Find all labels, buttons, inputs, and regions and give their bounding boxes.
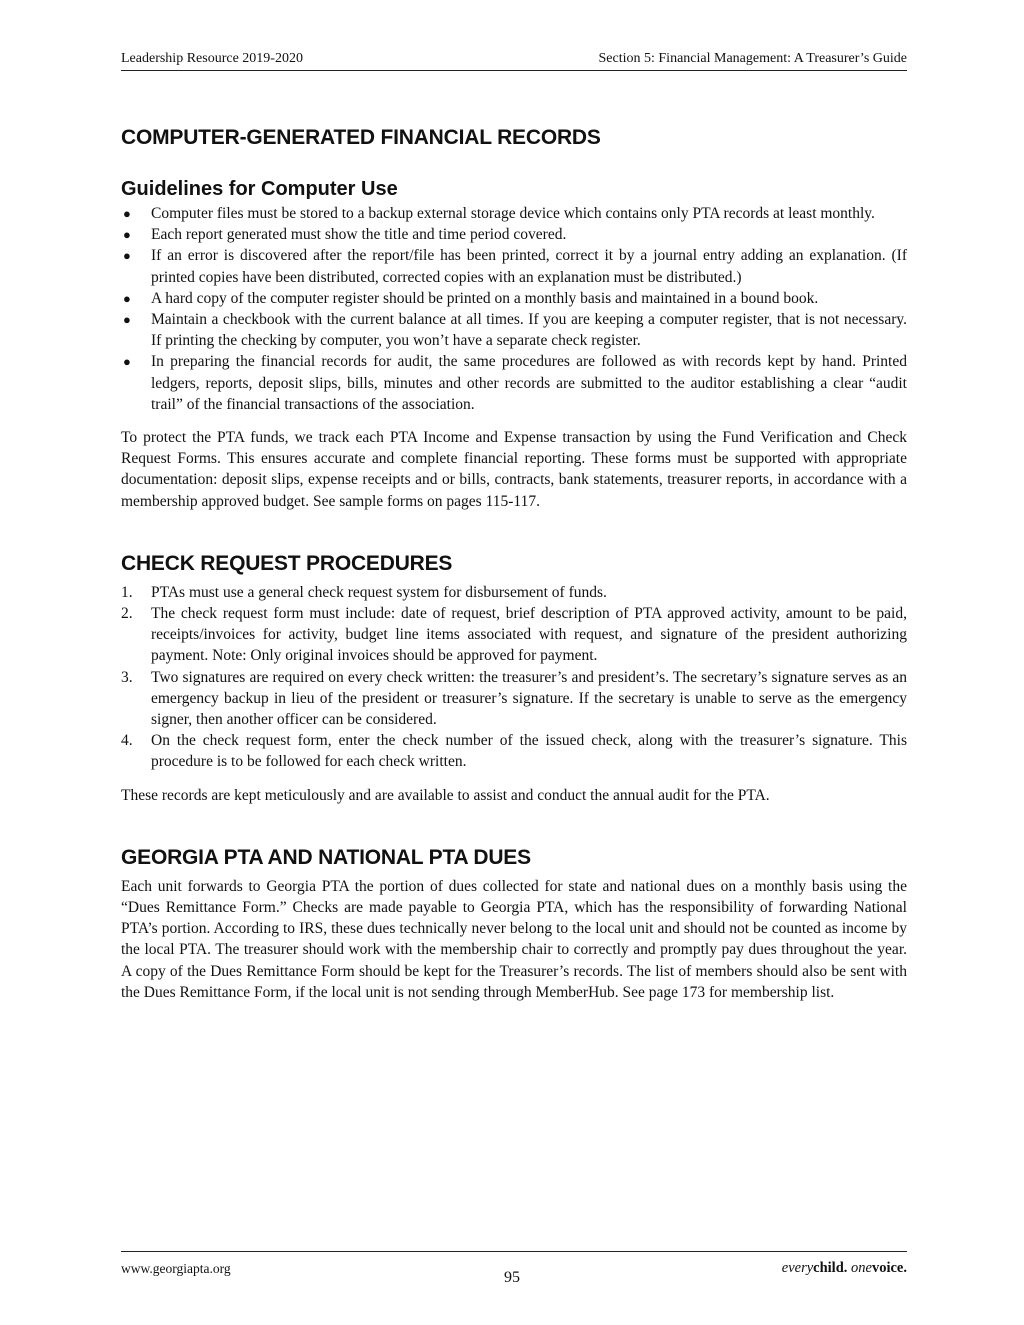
bullet-icon: ● [123, 227, 131, 243]
list-item: ● Maintain a checkbook with the current balance at all times. If you are keeping a computer register, that is not necessary. If printing the checking by computer, you won’t have a separate check register. [123, 311, 907, 350]
records-paragraph: These records are kept meticulously and are available to assist and conduct the annual audit for the PTA. [121, 786, 770, 804]
section-title-check-request: CHECK REQUEST PROCEDURES [121, 551, 453, 575]
section-title-dues: GEORGIA PTA AND NATIONAL PTA DUES [121, 845, 531, 869]
bullet-icon: ● [123, 354, 131, 370]
header-section-title: Section 5: Financial Management: A Treasurer’s Guide [598, 51, 907, 66]
bullet-icon: ● [123, 248, 131, 264]
bullet-icon: ● [123, 206, 131, 221]
page-number: 95 [504, 1269, 520, 1286]
dues-paragraph: Each unit forwards to Georgia PTA the portion of dues collected for state and national dues on a monthly basis using the “Dues Remittance Form.” Checks are made payable to Georgia PTA, which has the responsibility of forwarding National PTA’s portion. According to IRS, these dues technically never belong to the local unit and should not be counted as income by the local PTA. The treasurer should work with the membership chair to correctly and promptly pay dues throughout the year. A copy of the Dues Remittance Form should be kept for the Treasurer’s records. The list of members should also be sent with the Dues Remittance Form, if the local unit is not sending through MemberHub. See page 173 for membership list. [121, 877, 907, 1001]
bullet-icon: ● [123, 290, 131, 306]
list-item: ● If an error is discovered after the report/file has been printed, correct it by a journal entry adding an explanation. (If printed copies have been distributed, corrected copies with an explanation must be distributed.) [123, 247, 907, 286]
list-item: ● Computer files must be stored to a backup external storage device which contains only PTA records at least monthly. [121, 203, 907, 224]
page-content [121, 126, 907, 1003]
section-title-computer-records: COMPUTER-GENERATED FINANCIAL RECORDS [121, 126, 601, 149]
check-request-steps [121, 582, 907, 773]
footer-tagline: everychild. onevoice. [781, 1260, 907, 1276]
guidelines-list [121, 203, 907, 415]
list-item: 3. Two signatures are required on every check written: the treasurer’s and president’s. The secretary’s signature serves as an emergency backup in lieu of the president or treasurer’s signature. If the secretary is unable to serve as the emergency signer, then another officer can be considered. [121, 668, 907, 729]
list-item: ● Each report generated must show the title and time period covered. [121, 224, 907, 245]
list-item: ● A hard copy of the computer register should be printed on a monthly basis and maintained in a bound book. [121, 288, 907, 309]
fund-protection-paragraph: To protect the PTA funds, we track each PTA Income and Expense transaction by using the Fund Verification and Check Request Forms. This ensures accurate and complete financial reporting. These forms must be supported with appropriate documentation: deposit slips, expense receipts and or bills, contracts, bank statements, treasurer reports, in accordance with a membership approved budget. See sample forms on pages 115-117. [121, 429, 907, 510]
footer-website: www.georgiapta.org [121, 1261, 231, 1276]
list-item: 1. PTAs must use a general check request system for disbursement of funds. [121, 583, 607, 601]
list-item: 2. The check request form must include: date of request, brief description of PTA approved activity, amount to be paid, receipts/invoices for activity, budget line items associated with request, and signature of the president authorizing payment. Note: Only original invoices should be approved for payment. [121, 605, 907, 665]
bullet-icon: ● [123, 312, 131, 328]
list-item: ● In preparing the financial records for audit, the same procedures are followed as with records kept by hand. Printed ledgers, reports, deposit slips, bills, minutes and other records are submitted to the auditor establishing a clear “audit trail” of the financial transactions of the association. [123, 353, 907, 413]
footer-divider [121, 1251, 907, 1252]
page-header [121, 50, 907, 71]
header-resource-title: Leadership Resource 2019-2020 [121, 51, 303, 66]
subtitle-guidelines: Guidelines for Computer Use [121, 178, 398, 200]
list-item: 4. On the check request form, enter the check number of the issued check, along with the treasurer’s signature. This procedure is to be followed for each check written. [121, 732, 907, 771]
